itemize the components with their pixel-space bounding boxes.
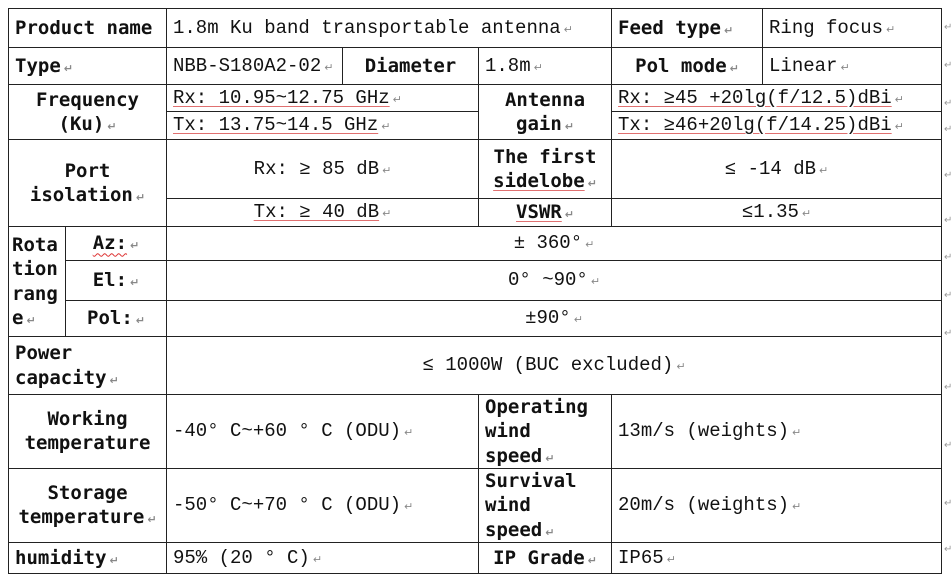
- az-value: ± 360° ↵: [167, 227, 942, 261]
- pol-label: Pol: ↵: [66, 301, 167, 337]
- type-value: NBB-S180A2-02 ↵: [167, 48, 343, 85]
- storage-temperature-label: Storage temperature ↵: [9, 468, 167, 542]
- diameter-value: 1.8m ↵: [479, 48, 612, 85]
- rotation-range-label: Rota tion rang e ↵: [9, 227, 66, 337]
- antenna-gain-rx-value: Rx: ≥45 +20lg(f/12.5)dBi ↵: [612, 85, 942, 112]
- working-temperature-label: Working temperature: [9, 395, 167, 469]
- survival-wind-speed-value: 20m/s (weights) ↵: [612, 468, 942, 542]
- ip-grade-value: IP65 ↵: [612, 542, 942, 573]
- power-capacity-label: Power capacity ↵: [9, 337, 167, 395]
- row-end-mark: ↵: [944, 170, 952, 181]
- port-isolation-tx-value: Tx: ≥ 40 dB ↵: [167, 199, 479, 227]
- first-sidelobe-label: The first sidelobe ↵: [479, 140, 612, 199]
- row-end-mark: ↵: [944, 290, 952, 301]
- product-name-label: Product name: [9, 9, 167, 48]
- working-temperature-value: -40° C~+60 ° C (ODU) ↵: [167, 395, 479, 469]
- port-isolation-rx-value: Rx: ≥ 85 dB ↵: [167, 140, 479, 199]
- antenna-spec-table: [8, 8, 942, 574]
- row-end-mark: ↵: [944, 328, 952, 339]
- row-end-mark: ↵: [944, 215, 952, 226]
- type-label: Type ↵: [9, 48, 167, 85]
- pol-mode-label: Pol mode ↵: [612, 48, 763, 85]
- survival-wind-speed-label: Survival wind speed ↵: [479, 468, 612, 542]
- row-end-mark: ↵: [944, 60, 952, 71]
- humidity-value: 95% (20 ° C) ↵: [167, 542, 479, 573]
- power-capacity-value: ≤ 1000W (BUC excluded) ↵: [167, 337, 942, 395]
- product-name-value: 1.8m Ku band transportable antenna ↵: [167, 9, 612, 48]
- antenna-gain-label: Antenna gain ↵: [479, 85, 612, 140]
- feed-type-label: Feed type ↵: [612, 9, 763, 48]
- operating-wind-speed-value: 13m/s (weights) ↵: [612, 395, 942, 469]
- vswr-label: VSWR ↵: [479, 199, 612, 227]
- row-end-mark: ↵: [944, 382, 952, 393]
- frequency-rx-value: Rx: 10.95~12.75 GHz ↵: [167, 85, 479, 112]
- row-end-mark: ↵: [944, 440, 952, 451]
- row-end-mark: ↵: [944, 98, 952, 109]
- el-label: El: ↵: [66, 261, 167, 301]
- row-end-mark: ↵: [944, 544, 952, 555]
- port-isolation-label: Port isolation ↵: [9, 140, 167, 227]
- vswr-value: ≤1.35 ↵: [612, 199, 942, 227]
- row-end-mark: ↵: [944, 252, 952, 263]
- first-sidelobe-value: ≤ -14 dB ↵: [612, 140, 942, 199]
- pol-value: ±90° ↵: [167, 301, 942, 337]
- humidity-label: humidity ↵: [9, 542, 167, 573]
- el-value: 0° ~90° ↵: [167, 261, 942, 301]
- ip-grade-label: IP Grade ↵: [479, 542, 612, 573]
- frequency-tx-value: Tx: 13.75~14.5 GHz ↵: [167, 112, 479, 140]
- diameter-label: Diameter: [343, 48, 479, 85]
- antenna-gain-tx-value: Tx: ≥46+20lg(f/14.25)dBi ↵: [612, 112, 942, 140]
- operating-wind-speed-label: Operating wind speed ↵: [479, 395, 612, 469]
- pol-mode-value: Linear ↵: [763, 48, 942, 85]
- row-end-mark: ↵: [944, 498, 952, 509]
- frequency-label: Frequency (Ku) ↵: [9, 85, 167, 140]
- storage-temperature-value: -50° C~+70 ° C (ODU) ↵: [167, 468, 479, 542]
- row-end-mark: ↵: [944, 124, 952, 135]
- row-end-mark: ↵: [944, 22, 952, 33]
- az-label: Az: ↵: [66, 227, 167, 261]
- feed-type-value: Ring focus ↵: [763, 9, 942, 48]
